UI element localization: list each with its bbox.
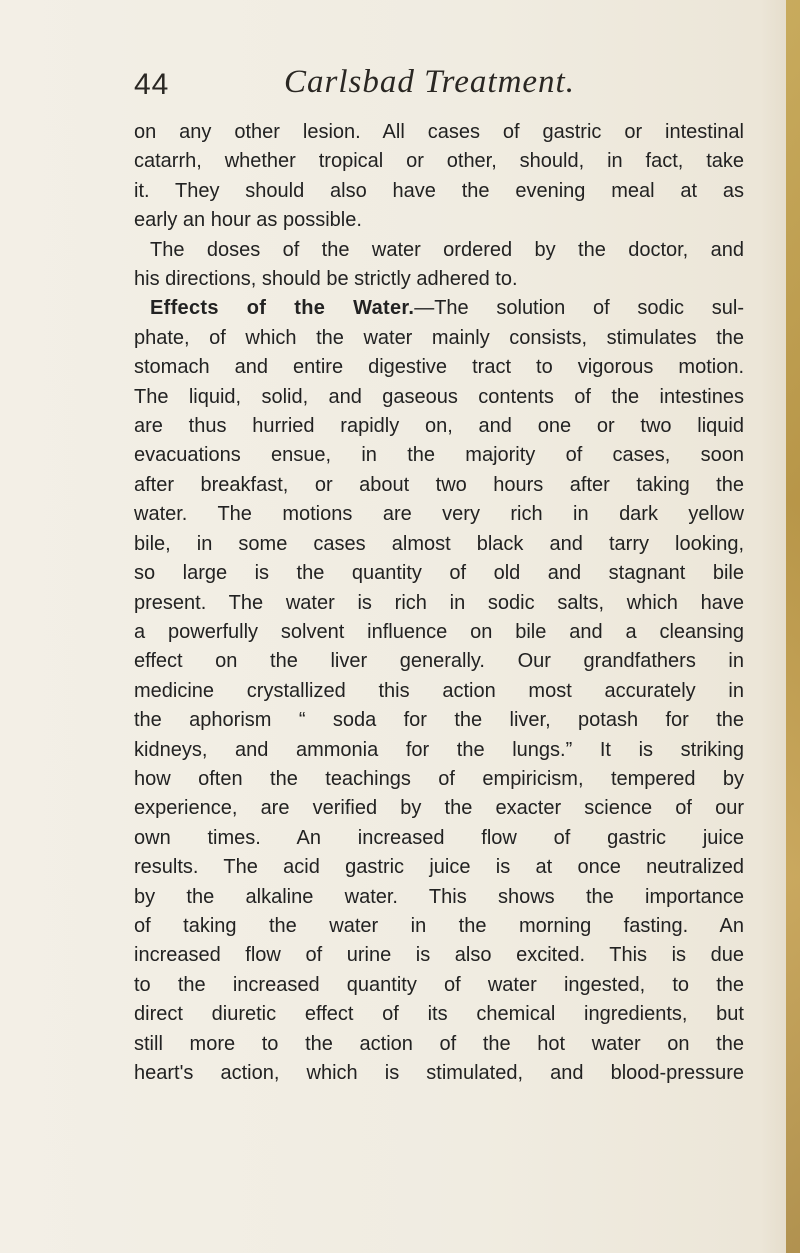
text-line: The doses of the water ordered by the doctor, and [150, 238, 744, 261]
text-line: bile, in some cases almost black and tarry looking, [134, 532, 744, 555]
text-line: on any other lesion. All cases of gastric or intestinal [134, 121, 744, 143]
text-line: the aphorism “ soda for the liver, potash for the [134, 709, 744, 732]
body-text [134, 118, 744, 1088]
text-line: by the alkaline water. This shows the importance [134, 885, 744, 908]
page-number: 44 [134, 68, 170, 101]
text-line: direct diuretic effect of its chemical ingredients, but [134, 1003, 744, 1026]
text-line: own times. An increased flow of gastric juice [134, 826, 744, 849]
text-line: his directions, should be strictly adhered to. [134, 268, 518, 291]
text-line: of taking the water in the morning fasting. An [134, 914, 744, 937]
text-line: phate, of which the water mainly consists, stimulates the [134, 326, 744, 349]
text-line: results. The acid gastric juice is at once neutralized [134, 856, 744, 879]
text-line: medicine crystallized this action most accurately in [134, 679, 744, 702]
text-line: present. The water is rich in sodic salts, which have [134, 591, 744, 614]
text-line: after breakfast, or about two hours after taking the [134, 473, 744, 496]
text-line: a powerfully solvent influence on bile and a cleansing [134, 620, 744, 643]
section-line [134, 294, 744, 323]
text-line: The liquid, solid, and gaseous contents of the intestines [134, 385, 744, 408]
text-line: so large is the quantity of old and stagnant bile [134, 562, 744, 585]
text-line: —The solution of sodic sul- [414, 297, 744, 320]
text-line: how often the teachings of empiricism, tempered by [134, 767, 744, 790]
text-line: to the increased quantity of water ingested, to the [134, 973, 744, 996]
text-line: heart's action, which is stimulated, and blood-pressure [134, 1062, 744, 1084]
text-line: effect on the liver generally. Our grandfathers in [134, 650, 744, 673]
text-line: kidneys, and ammonia for the lungs.” It is striking [134, 738, 744, 761]
text-line: early an hour as possible. [134, 209, 362, 232]
text-line: increased flow of urine is also excited. This is due [134, 944, 744, 967]
text-line: it. They should also have the evening meal at as [134, 179, 744, 202]
running-title: Carlsbad Treatment. [284, 64, 575, 100]
text-line: still more to the action of the hot water on the [134, 1032, 744, 1055]
text-line: evacuations ensue, in the majority of cases, soon [134, 444, 744, 467]
text-line: catarrh, whether tropical or other, should, in fact, take [134, 150, 744, 173]
text-line: water. The motions are very rich in dark yellow [134, 503, 744, 526]
section-heading: Effects of the Water. [150, 297, 415, 320]
text-line: are thus hurried rapidly on, and one or two liquid [134, 415, 744, 438]
text-line: stomach and entire digestive tract to vigorous motion. [134, 356, 744, 379]
page-header [134, 64, 754, 110]
text-line: experience, are verified by the exacter science of our [134, 797, 744, 820]
page-edge [786, 0, 800, 1253]
